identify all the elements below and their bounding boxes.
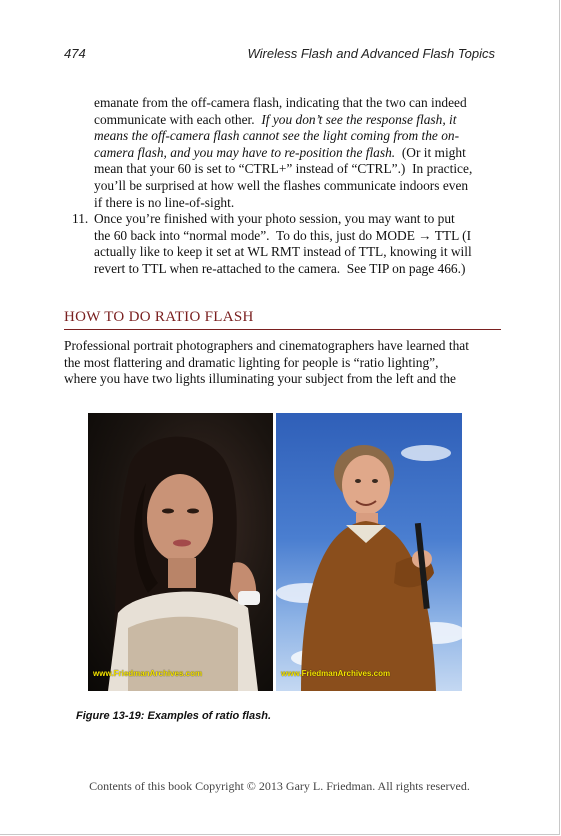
chapter-title: Wireless Flash and Advanced Flash Topics — [247, 46, 495, 61]
portrait-woman-illustration — [88, 413, 273, 691]
photo-watermark: www.FriedmanArchives.com — [281, 669, 391, 678]
text-line: the 60 back into “normal mode”. To do this, just do MODE → TTL (I — [94, 227, 472, 243]
italic-text-run: means the off-camera flash cannot see the light coming from the on- — [94, 128, 460, 144]
text-run: mean that your 60 is set to “CTRL+” instead of “CTRL”.) In practice, — [94, 161, 473, 177]
page-number: 474 — [64, 46, 86, 61]
text-line: where you have two lights illuminating your subject from the left and the — [64, 371, 456, 387]
text-line — [94, 95, 504, 112]
portrait-photo-woman — [88, 413, 273, 691]
section-paragraph — [64, 338, 501, 388]
text-run: communicate with each other. — [94, 111, 262, 127]
continued-list-text — [94, 95, 504, 211]
list-number: 11. — [72, 211, 89, 226]
text-line — [94, 145, 504, 162]
portrait-man-illustration — [276, 413, 462, 691]
text-line: the most flattering and dramatic lighting for people is “ratio lighting”, — [64, 354, 439, 370]
text-line: Professional portrait photographers and cinematographers have learned that — [64, 338, 469, 353]
page-header — [64, 46, 495, 61]
figure-caption: Figure 13-19: Examples of ratio flash. — [76, 710, 272, 722]
copyright-footer: Contents of this book Copyright © 2013 Gary L. Friedman. All rights reserved. — [89, 779, 470, 793]
portrait-photo-man-clarinet — [276, 413, 462, 691]
list-item-text — [94, 211, 504, 277]
text-line — [94, 112, 504, 129]
text-line: revert to TTL when re-attached to the camera. See TIP on page 466.) — [94, 260, 466, 276]
italic-text-run: If you don’t see the response flash, it — [261, 111, 457, 127]
photo-watermark: www.FriedmanArchives.com — [93, 669, 203, 678]
text-run: (Or it might — [395, 144, 466, 160]
text-run: you’ll be surprised at how well the flashes communicate indoors even — [94, 177, 469, 193]
text-line — [94, 128, 504, 145]
text-line — [94, 195, 504, 212]
section-heading: HOW TO DO RATIO FLASH — [64, 309, 501, 330]
text-line — [94, 161, 504, 178]
text-run: if there is no line-of-sight. — [94, 194, 235, 210]
italic-text-run: camera flash, and you may have to re-position the flash. — [94, 144, 396, 160]
text-line: Once you’re finished with your photo session, you may want to put — [94, 211, 455, 226]
text-run: emanate from the off-camera flash, indicating that the two can indeed — [94, 95, 467, 110]
text-line — [94, 178, 504, 195]
text-line: actually like to keep it set at WL RMT instead of TTL, knowing it will — [94, 244, 472, 260]
